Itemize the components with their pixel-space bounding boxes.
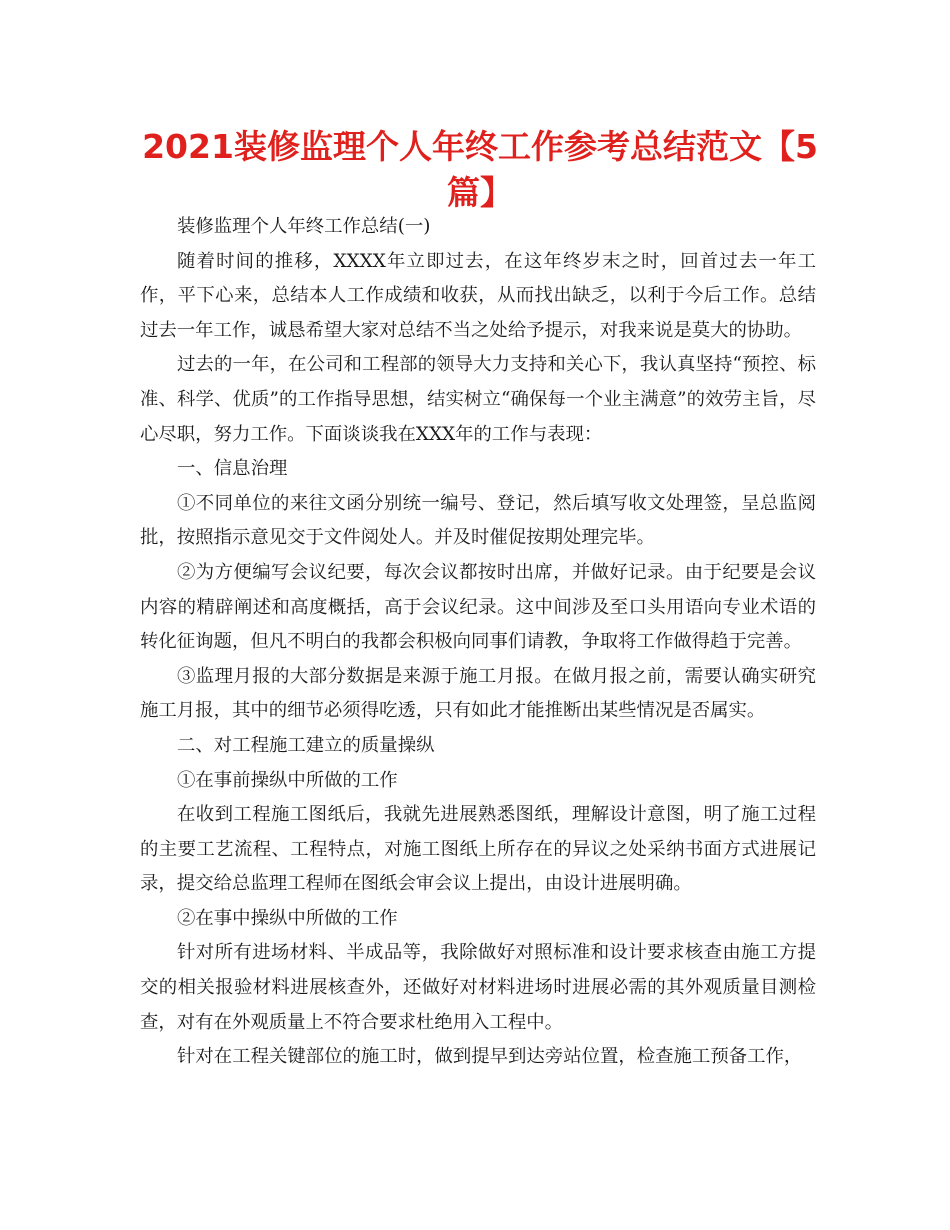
paragraph: 过去的一年，在公司和工程部的领导大力支持和关心下，我认真坚持“预控、标准、科学、优质”的工作指导思想，结实树立“确保每一个业主满意”的效劳主旨，尽心尽职，努力工作。下面谈谈我在XXX年的工作与表现：	[140, 354, 816, 445]
paragraph-subtitle: 装修监理个人年终工作总结(一)	[177, 216, 431, 237]
document-body	[140, 210, 816, 1075]
section-heading: 一、信息治理	[177, 458, 288, 480]
paragraph: 随着时间的推移，XXXX年立即过去，在这年终岁末之时，回首过去一年工作，平下心来，总结本人工作成绩和收获，从而找出缺乏，以利于今后工作。总结过去一年工作，诚恳希望大家对总结不当之处给予提示，对我来说是莫大的协助。	[140, 250, 816, 341]
paragraph: 针对所有进场材料、半成品等，我除做好对照标准和设计要求核查由施工方提交的相关报验材料进展核查外，还做好对材料进场时进展必需的其外观质量目测检查，对有在外观质量上不符合要求杜绝用入工程中。	[140, 942, 816, 1033]
section-heading: 二、对工程施工建立的质量操纵	[177, 734, 435, 756]
subsection-heading: ①在事前操纵中所做的工作	[177, 769, 398, 791]
subsection-heading: ②在事中操纵中所做的工作	[177, 907, 398, 929]
paragraph: ②为方便编写会议纪要，每次会议都按时出席，并做好记录。由于纪要是会议内容的精辟阐述和高度概括，高于会议纪录。这中间涉及至口头用语向专业术语的转化征询题，但凡不明白的我都会积极向同事们请教，争取将工作做得趋于完善。	[140, 561, 816, 653]
paragraph: ①不同单位的来往文函分别统一编号、登记，然后填写收文处理签，呈总监阅批，按照指示意见交于文件阅处人。并及时催促按期处理完毕。	[140, 492, 816, 549]
paragraph: ③监理月报的大部分数据是来源于施工月报。在做月报之前，需要认确实研究施工月报，其中的细节必须得吃透，只有如此才能推断出某些情况是否属实。	[140, 665, 816, 722]
paragraph: 在收到工程施工图纸后，我就先进展熟悉图纸，理解设计意图，明了施工过程的主要工艺流程、工程特点，对施工图纸上所存在的异议之处采纳书面方式进展记录，提交给总监理工程师在图纸会审会议上提出，由设计进展明确。	[140, 804, 816, 895]
paragraph: 针对在工程关键部位的施工时，做到提早到达旁站位置，检查施工预备工作，	[177, 1046, 803, 1068]
document-title: 2021装修监理个人年终工作参考总结范文【5篇】	[142, 127, 818, 212]
